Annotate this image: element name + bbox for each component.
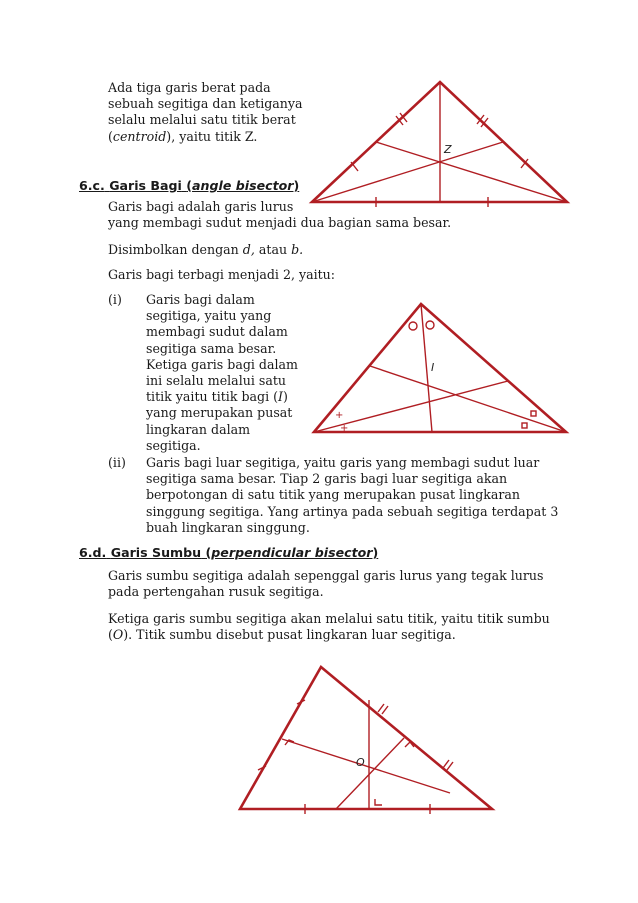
section-c-title: Garis Bagi [109,178,182,193]
item-ii-line-3: berpotongan di satu titik yang merupakan pusat lingkaran [146,487,521,503]
item-ii-line-2: segitiga sama besar. Tiap 2 garis bagi luar segitiga akan [146,471,508,487]
item-ii-line-1: Garis bagi luar segitiga, yaitu garis yang membagi sudut luar [146,455,540,470]
definition-line-2: yang membagi sudut menjadi dua bagian sama besar. [108,215,452,231]
paren-open: ( [108,128,113,144]
symbol-pre: Disimbolkan dengan [108,242,243,257]
tick-right-upper-a [378,704,384,712]
apex-angle-mark-left [409,322,417,330]
centroid-line-2: sebuah segitiga dan ketiganya [108,96,303,112]
section-c-number: 6.c. [79,178,105,193]
tick-right-lower-b [447,762,453,770]
item-i-line-8: yang merupakan pusat [146,405,293,421]
circumcenter-open: ( [108,627,113,643]
perp-definition-line-1: Garis sumbu segitiga adalah sepenggal garis lurus yang tegak lurus [108,568,544,583]
section-d-title-en: perpendicular bisector [211,545,373,560]
types-paragraph: Garis bagi terbagi menjadi 2, yaitu: [108,267,336,282]
section-d-title: Garis Sumbu [110,545,202,560]
left-angle-mark-lower: + [340,423,349,434]
item-i-line-9: lingkaran dalam [146,421,251,437]
centroid-line-3: selalu melalui satu titik berat [108,112,296,128]
item-i-line-6: ini selalu melalui satu [146,373,287,389]
item-i-line-10: segitiga. [146,437,201,453]
circumcenter-triangle-figure [240,667,492,814]
centroid-triangle-figure [312,82,567,207]
item-i-line-7-pre: titik yaitu titik bagi ( [146,389,279,405]
median-from-left [312,142,503,202]
item-ii-line-4: singgung segitiga. Yang artinya pada sebuah segitiga terdapat 3 [146,503,559,519]
right-angle-mark-base [375,799,382,805]
centroid-line-1: Ada tiga garis berat pada [108,80,271,95]
item-i-line-3: membagi sudut dalam [146,324,288,340]
item-i-line-2: segitiga, yaitu yang [146,308,272,324]
item-i-line-1: Garis bagi dalam [146,292,255,307]
item-i-line-7-post: ) [283,389,288,405]
symbol-b: b. [291,242,304,257]
circumcenter-symbol: O [112,627,124,643]
left-angle-mark-upper: + [335,410,344,421]
section-c-title-en: angle bisector [192,178,294,193]
median-from-right [376,142,567,202]
item-ii-line-5: buah lingkaran singgung. [146,519,310,535]
item-i-line-4: segitiga sama besar. [146,340,277,356]
right-angle-mark-lower [522,423,527,428]
item-ii-marker: (ii) [108,455,126,470]
symbol-mid: atau [254,242,292,257]
item-i-marker: (i) [108,292,122,307]
incenter-label: I [431,361,435,374]
section-d-close: ) [372,545,379,560]
circumcenter-triangle [240,667,492,809]
apex-angle-mark-right [426,321,434,329]
section-c-open: ( [186,178,193,193]
incenter-triangle-figure [314,304,566,434]
circumcenter-label: O [356,756,365,769]
section-d-number: 6.d. [79,545,107,560]
symbol-d: d, [242,242,255,257]
incenter-symbol: I [278,389,284,405]
circumcenter-rest: ). Titik sumbu disebut pusat lingkaran luar segitiga. [123,627,456,643]
section-d-open: ( [205,545,212,560]
section-c-close: ) [293,178,300,193]
right-angle-mark-upper [531,411,536,416]
tick-right-lower-a [443,760,449,768]
centroid-label: Z [444,143,452,156]
perp-bisector-left [282,739,450,793]
perp-bisector-right [336,738,404,809]
definition-line-1: Garis bagi adalah garis lurus [108,199,294,214]
centroid-term: centroid [112,128,167,144]
centroid-rest: ), yaitu titik Z. [166,128,258,144]
perp-definition-line-2: pada pertengahan rusuk segitiga. [108,584,324,600]
incenter-triangle [314,304,566,432]
tick-right-upper-b [382,706,388,714]
item-i-line-5: Ketiga garis bagi dalam [146,356,298,372]
circumcenter-line-1: Ketiga garis sumbu segitiga akan melalui satu titik, yaitu titik sumbu [108,611,550,626]
bisector-from-right [370,366,566,432]
